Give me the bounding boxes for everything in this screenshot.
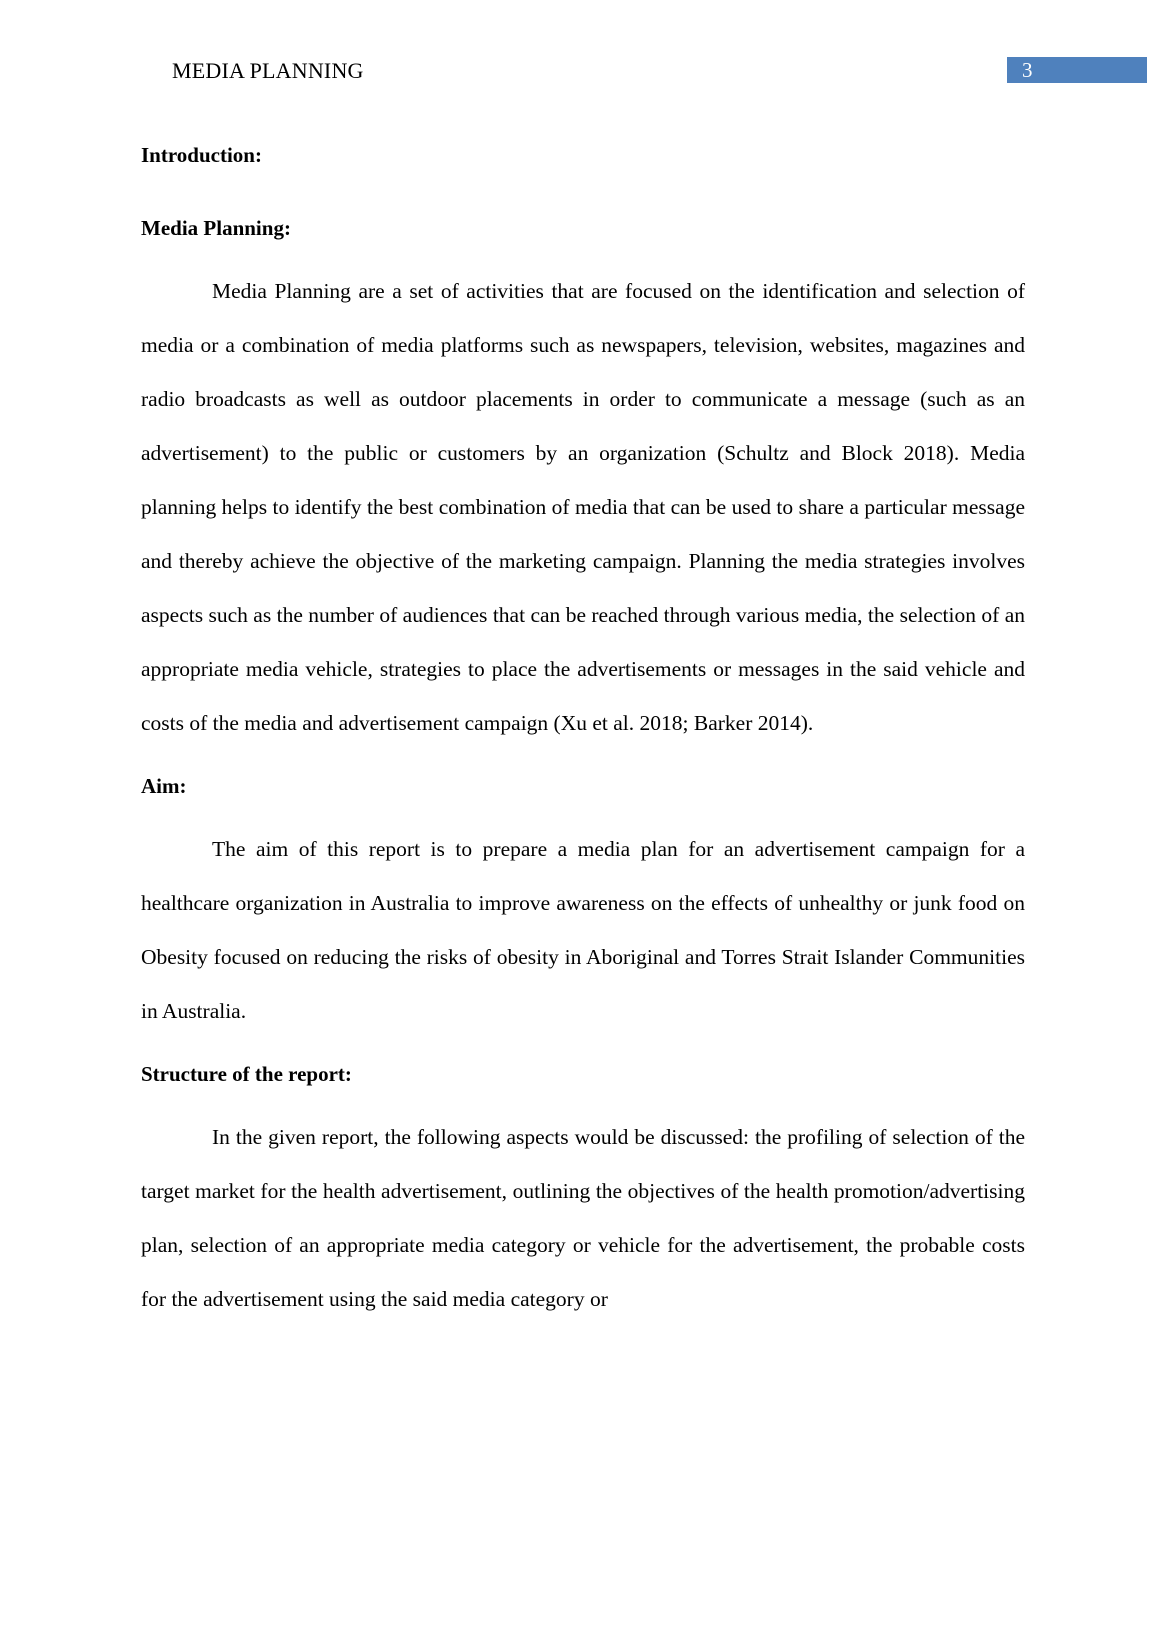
document-body	[141, 137, 1025, 1326]
aim-paragraph: The aim of this report is to prepare a media plan for an advertisement campaign for a healthcare organization in Australia to improve awareness on the effects of unhealthy or junk food on Obesity focused on reducing the risks of obesity in Aboriginal and Torres Strait Islander Communities in Australia.	[141, 837, 1025, 1023]
aim-heading: Aim:	[141, 774, 187, 798]
media-planning-heading: Media Planning:	[141, 216, 291, 240]
introduction-heading: Introduction:	[141, 143, 262, 167]
running-head: MEDIA PLANNING	[172, 58, 364, 83]
page-number: 3	[1007, 57, 1147, 83]
media-planning-paragraph: Media Planning are a set of activities that are focused on the identification and selection of media or a combination of media platforms such as newspapers, television, websites, magazines and radio broadcasts as well as outdoor placements in order to communicate a message (such as an advertisement) to the public or customers by an organization (Schultz and Block 2018). Media planning helps to identify the best combination of media that can be used to share a particular message and thereby achieve the objective of the marketing campaign. Planning the media strategies involves aspects such as the number of audiences that can be reached through various media, the selection of an appropriate media vehicle, strategies to place the advertisements or messages in the said vehicle and costs of the media and advertisement campaign (Xu et al. 2018; Barker 2014).	[141, 279, 1025, 735]
structure-paragraph: In the given report, the following aspects would be discussed: the profiling of selection of the target market for the health advertisement, outlining the objectives of the health promotion/advertising plan, selection of an appropriate media category or vehicle for the advertisement, the probable costs for the advertisement using the said media category or	[141, 1125, 1025, 1311]
structure-heading: Structure of the report:	[141, 1062, 352, 1086]
